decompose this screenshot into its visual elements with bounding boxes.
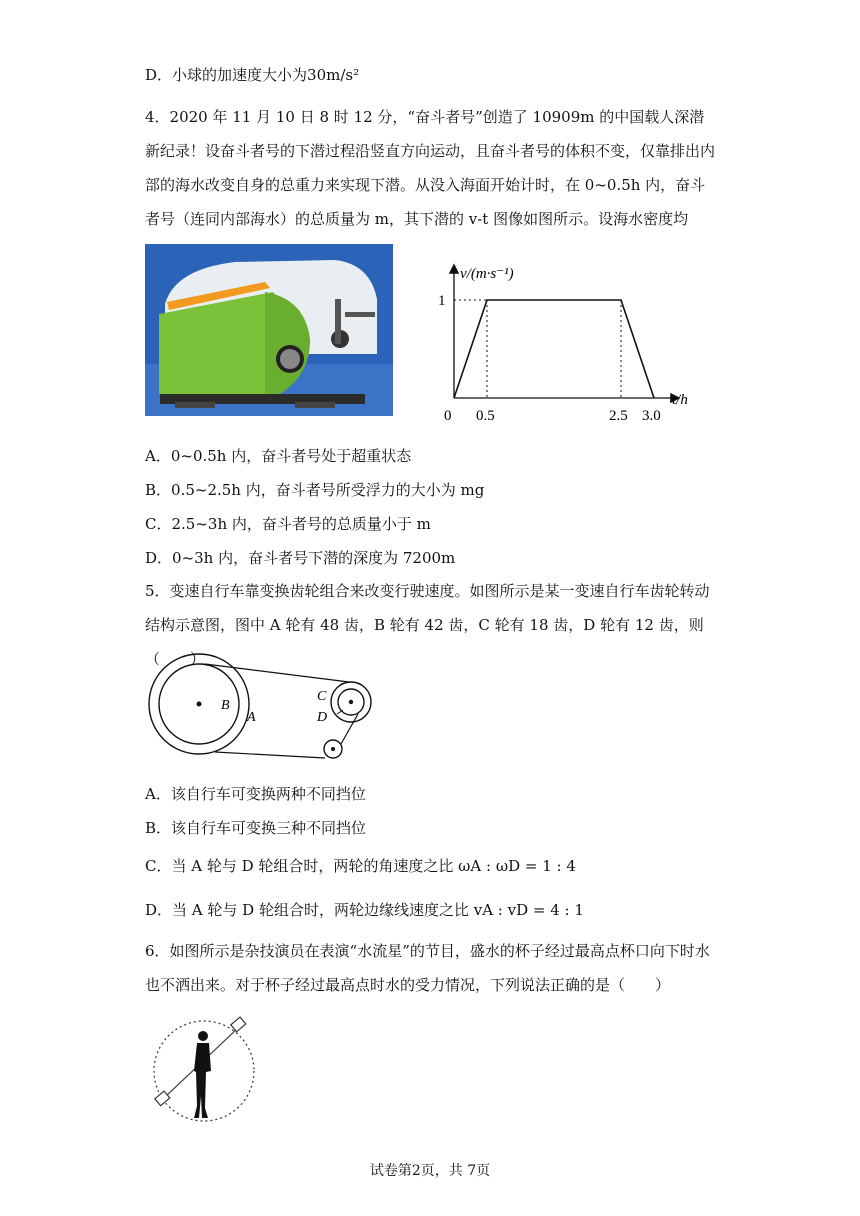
label-d: D	[317, 710, 328, 725]
q5-option-b: B．该自行车可变换三种不同挡位	[145, 819, 367, 837]
x-tick-0: 0	[444, 408, 452, 424]
y-tick-label: 1	[438, 293, 446, 309]
q5-stem: 5．变速自行车靠变换齿轮组合来改变行驶速度。如图所示是某一变速自行车齿轮转动结构示意图，图中 A 轮有 48 齿，B 轮有 42 齿，C 轮有 18 齿，D 轮有 12 齿，则（ ）	[145, 582, 710, 668]
label-b: B	[221, 698, 230, 713]
q4-option-d: D．0~3h 内，奋斗者号下潜的深度为 7200m	[145, 549, 456, 567]
chain-top	[205, 664, 349, 682]
x-tick-3.0: 3.0	[642, 408, 661, 424]
x-tick-2.5: 2.5	[609, 408, 628, 424]
top-cup	[231, 1017, 246, 1032]
submarine-photo	[145, 244, 393, 416]
q3-option-d: D．小球的加速度大小为30m/s²	[145, 66, 360, 84]
performer-body	[194, 1043, 211, 1118]
label-a: A	[247, 710, 256, 725]
q4-option-c: C．2.5~3h 内，奋斗者号的总质量小于 m	[145, 515, 431, 533]
q5-option-a: A．该自行车可变换两种不同挡位	[145, 785, 366, 803]
q6-stem: 6．如图所示是杂技演员在表演“水流星”的节目，盛水的杯子经过最高点杯口向下时水也不洒出来。对于杯子经过最高点时水的受力情况，下列说法正确的是（ ）	[145, 942, 710, 994]
x-tick-0.5: 0.5	[476, 408, 495, 424]
q4-option-a: A．0~0.5h 内，奋斗者号处于超重状态	[145, 447, 412, 465]
vt-curve	[454, 300, 654, 398]
performer-head	[198, 1031, 208, 1041]
page-footer: 试卷第2页，共 7页	[369, 1163, 491, 1179]
q4-option-b: B．0.5~2.5h 内，奋斗者号所受浮力的大小为 mg	[145, 481, 485, 499]
q5-option-c: C．当 A 轮与 D 轮组合时，两轮的角速度之比 ωA : ωD = 1 : 4	[145, 857, 576, 875]
vt-graph	[410, 252, 710, 432]
chain-bottom	[215, 752, 325, 758]
v-axis-label: v/(m·s⁻¹)	[460, 266, 514, 282]
label-c: C	[317, 689, 327, 704]
bottom-cup	[155, 1091, 170, 1106]
water-meteor-figure	[148, 1016, 260, 1126]
gear-diagram	[145, 648, 385, 768]
q4-stem: 4．2020 年 11 月 10 日 8 时 12 分，“奋斗者号”创造了 10909m 的中国载人深潜新纪录！设奋斗者号的下潜过程沿竖直方向运动，且奋斗者号的体积不变，仅靠排出内部的海水改变自身的总重力来实现下潜。从没入海面开始计时，在 0~0.5h 内，奋斗者号（连同内部海水）的总质量为 m，其下潜的 v-t 图像如图所示。设海水密度均	[145, 108, 716, 228]
t-axis-label: t/h	[672, 392, 688, 408]
q5-option-d: D．当 A 轮与 D 轮组合时，两轮边缘线速度之比 vA : vD = 4 : 1	[145, 901, 584, 919]
